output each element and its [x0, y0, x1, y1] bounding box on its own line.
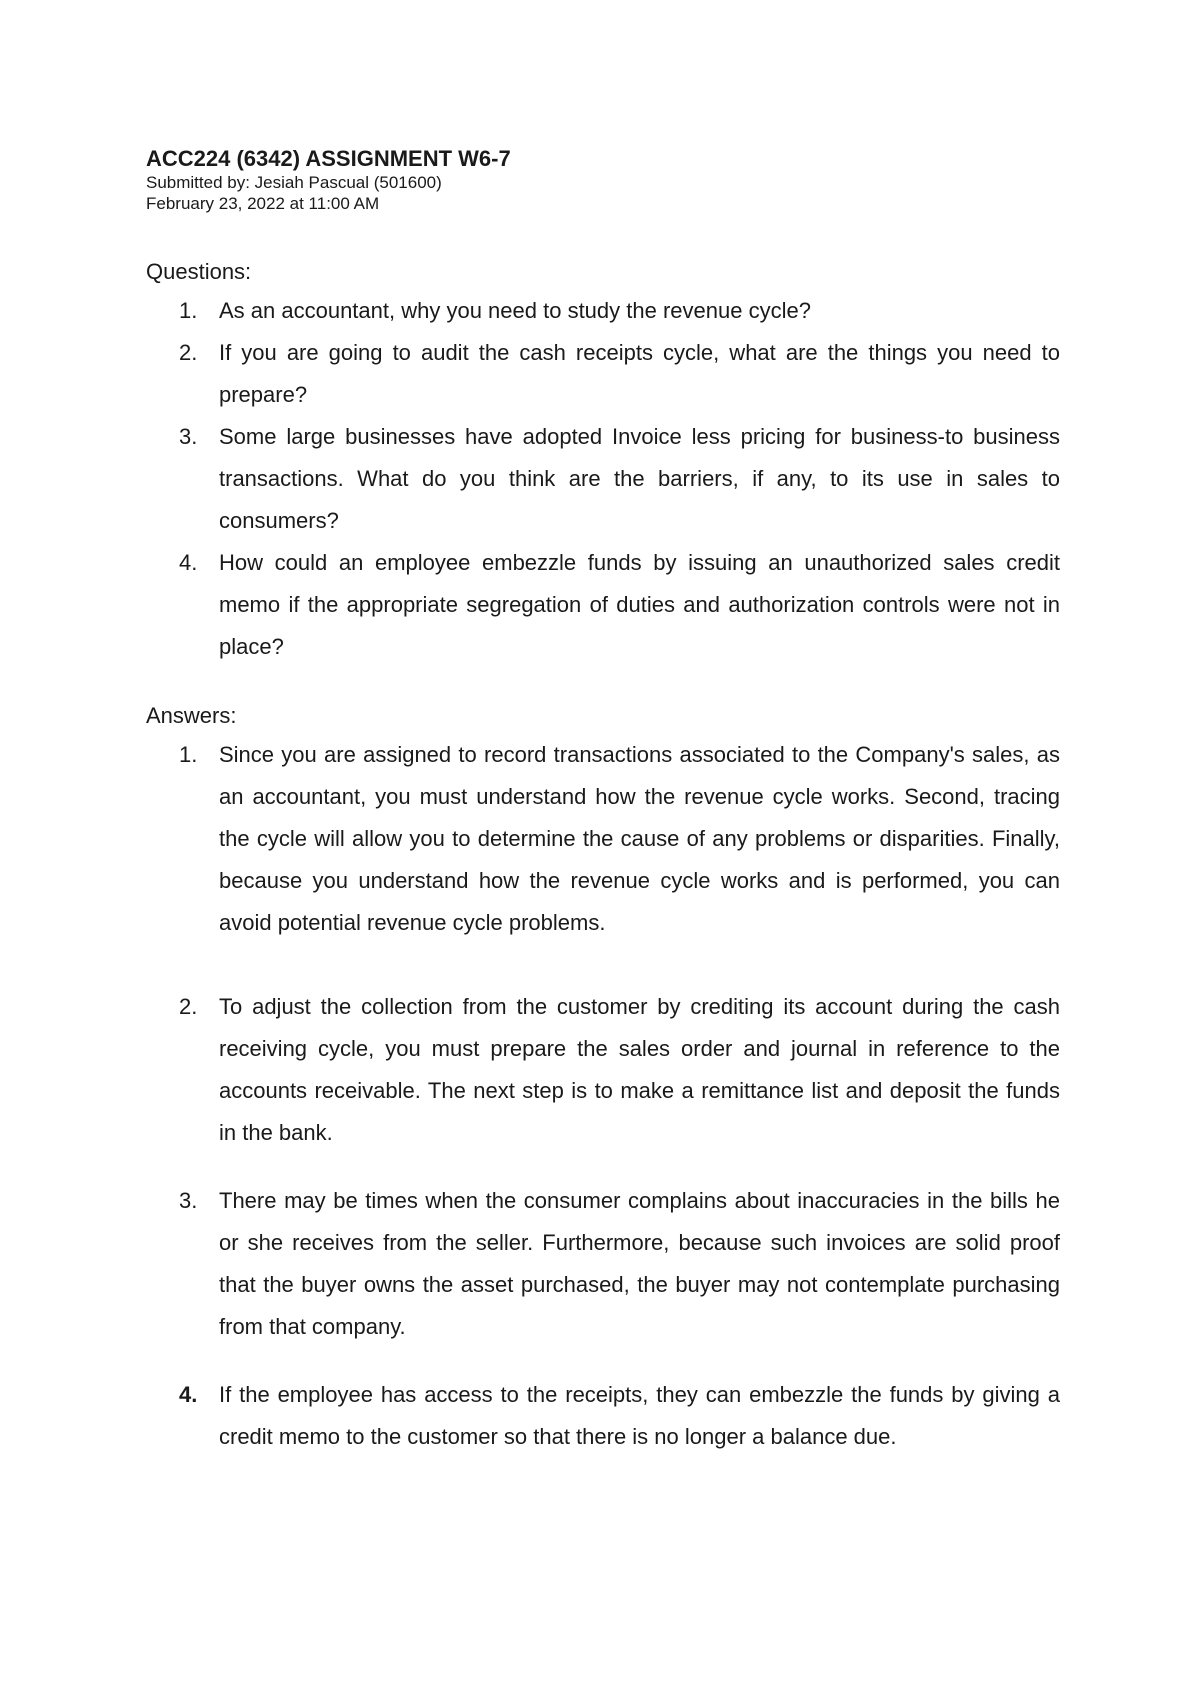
answer-text: There may be times when the consumer complains about inaccuracies in the bills he or she receives from the seller. Furthermore, because such invoices are solid proof that the buyer owns the asset purchased, the buyer may not contemplate purchasing from that company.	[219, 1188, 1060, 1339]
questions-heading: Questions:	[146, 259, 252, 284]
question-item	[146, 290, 1060, 332]
answer-item	[146, 1374, 1060, 1458]
answer-text: Since you are assigned to record transactions associated to the Company's sales, as an accountant, you must understand how the revenue cycle works. Second, tracing the cycle will allow you to determine the cause of any problems or disparities. Finally, because you understand how the revenue cycle works and is performed, you can avoid potential revenue cycle problems.	[219, 742, 1060, 935]
document-body	[146, 146, 1060, 1458]
question-number: 4.	[179, 550, 198, 575]
question-text: If you are going to audit the cash receipts cycle, what are the things you need to prepare?	[219, 340, 1060, 407]
answer-item	[146, 1180, 1060, 1348]
question-number: 3.	[179, 424, 198, 449]
answer-item	[146, 986, 1060, 1154]
question-number: 2.	[179, 340, 198, 365]
answer-number: 1.	[179, 742, 198, 767]
question-text: As an accountant, why you need to study the revenue cycle?	[219, 298, 811, 323]
answers-heading: Answers:	[146, 703, 237, 728]
question-item	[146, 332, 1060, 416]
answer-item	[146, 734, 1060, 944]
answers-list	[146, 734, 1060, 1458]
question-number: 1.	[179, 298, 198, 323]
question-text: Some large businesses have adopted Invoice less pricing for business-to business transactions. What do you think are the barriers, if any, to its use in sales to consumers?	[219, 424, 1060, 533]
submitted-by: Submitted by: Jesiah Pascual (501600)	[146, 173, 442, 192]
answer-number: 4.	[179, 1382, 198, 1407]
answer-number: 2.	[179, 994, 198, 1019]
questions-list	[146, 290, 1060, 668]
question-item	[146, 542, 1060, 668]
document-title: ACC224 (6342) ASSIGNMENT W6-7	[146, 146, 511, 171]
answer-text: To adjust the collection from the customer by crediting its account during the cash receiving cycle, you must prepare the sales order and journal in reference to the accounts receivable. The next step is to make a remittance list and deposit the funds in the bank.	[219, 994, 1060, 1145]
question-text: How could an employee embezzle funds by issuing an unauthorized sales credit memo if the appropriate segregation of duties and authorization controls were not in place?	[219, 550, 1060, 659]
answer-text: If the employee has access to the receipts, they can embezzle the funds by giving a credit memo to the customer so that there is no longer a balance due.	[219, 1382, 1060, 1449]
submission-date: February 23, 2022 at 11:00 AM	[146, 194, 380, 213]
answer-number: 3.	[179, 1188, 198, 1213]
question-item	[146, 416, 1060, 542]
